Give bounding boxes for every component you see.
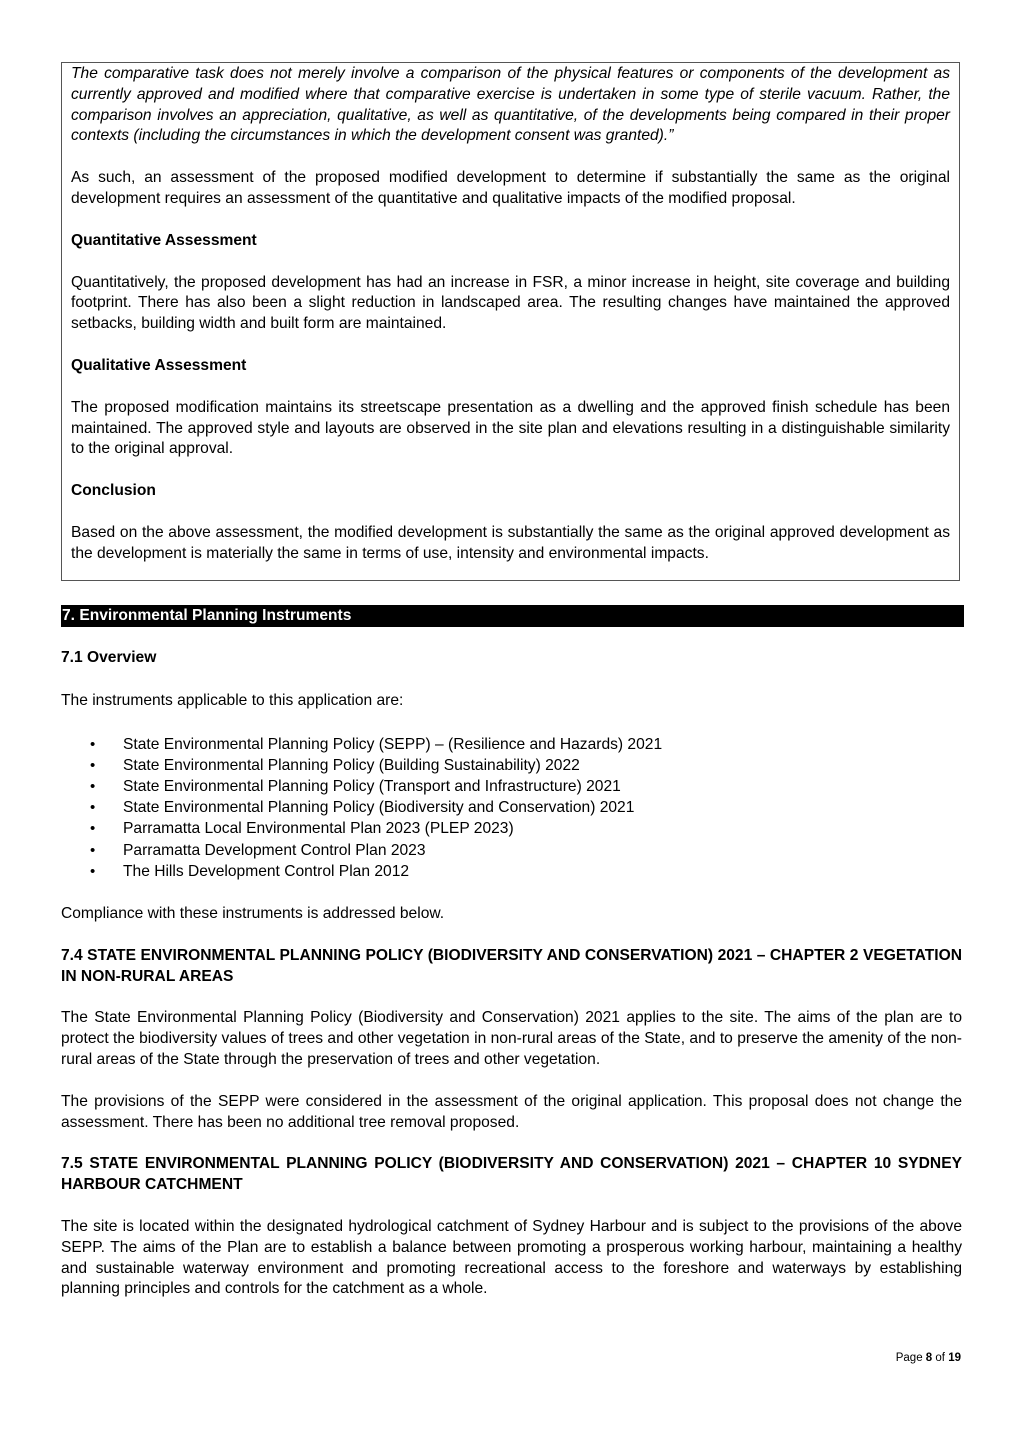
section-7-5-heading: 7.5 STATE ENVIRONMENTAL PLANNING POLICY (BIODIVERSITY AND CONSERVATION) 2021 – CHAPTER 10 SYDNEY HARBOUR CATCHMENT (61, 1155, 962, 1194)
list-item: • Parramatta Local Environmental Plan 2023 (PLEP 2023) (61, 818, 962, 839)
qualitative-heading: Qualitative Assessment (71, 356, 247, 374)
section-title-bar: 7. Environmental Planning Instruments (61, 605, 964, 627)
quantitative-text: Quantitatively, the proposed development has had an increase in FSR, a minor increase in height, site coverage and building footprint. There has also been a slight reduction in landscaped area. The resulting changes have maintained the approved setbacks, building width and built form are maintained. (71, 273, 950, 333)
section-7-4-paragraph-1: The State Environmental Planning Policy (Biodiversity and Conservation) 2021 applies to the site. The aims of the plan are to protect the biodiversity values of trees and other vegetation in non-rural areas of the State, and to preserve the amenity of the non-rural areas of the State through the preservation of trees and other vegetation. (61, 1009, 962, 1068)
quantitative-heading: Quantitative Assessment (71, 231, 257, 249)
instruments-list (61, 734, 962, 882)
list-item: • State Environmental Planning Policy (Biodiversity and Conservation) 2021 (61, 797, 962, 818)
legal-quote: The comparative task does not merely involve a comparison of the physical features or components of the development as currently approved and modified where that comparative exercise is undertaken in some type of sterile vacuum. Rather, the comparison involves an appreciation, qualitative, as well as quantitative, of the developments being compared in their proper contexts (including the circumstances in which the development consent was granted).” (71, 65, 950, 145)
page-label: Page (895, 1352, 923, 1364)
compliance-text: Compliance with these instruments is addressed below. (61, 905, 445, 923)
overview-heading: 7.1 Overview (61, 649, 157, 666)
list-item: • The Hills Development Control Plan 2012 (61, 861, 962, 882)
of-label: of (935, 1352, 945, 1364)
section-7-5-paragraph-1: The site is located within the designated hydrological catchment of Sydney Harbour and is subject to the provisions of the above SEPP. The aims of the Plan are to establish a balance between promoting a prosperous working harbour, maintaining a healthy and sustainable waterway environment and promoting recreational access to the foreshore and waterways by establishing planning principles and controls for the catchment as a whole. (61, 1217, 962, 1298)
conclusion-heading: Conclusion (71, 482, 156, 500)
overview-intro: The instruments applicable to this application are: (61, 691, 404, 709)
list-item: • State Environmental Planning Policy (Building Sustainability) 2022 (61, 755, 962, 776)
conclusion-text: Based on the above assessment, the modified development is substantially the same as the original approved development as the development is materially the same in terms of use, intensity and environmental impacts. (71, 523, 950, 562)
list-item: • Parramatta Development Control Plan 2023 (61, 840, 962, 861)
page-footer (896, 1352, 961, 1364)
section-7-4-heading: 7.4 STATE ENVIRONMENTAL PLANNING POLICY (BIODIVERSITY AND CONSERVATION) 2021 – CHAPTER 2 VEGETATION IN NON-RURAL AREAS (61, 946, 962, 985)
page-total: 19 (948, 1352, 961, 1364)
list-item: • State Environmental Planning Policy (SEPP) – (Resilience and Hazards) 2021 (61, 734, 962, 755)
page-number: 8 (925, 1352, 933, 1364)
section-body (61, 648, 962, 1300)
list-item: • State Environmental Planning Policy (Transport and Infrastructure) 2021 (61, 776, 962, 797)
qualitative-text: The proposed modification maintains its streetscape presentation as a dwelling and the approved finish schedule has been maintained. The approved style and layouts are observed in the site plan and elevations resulting in a distinguishable similarity to the original approval. (71, 398, 950, 458)
assessment-intro: As such, an assessment of the proposed modified development to determine if substantially the same as the original development requires an assessment of the quantitative and qualitative impacts of the modified proposal. (71, 169, 950, 207)
comparison-assessment-box (61, 62, 960, 581)
section-7-4-paragraph-2: The provisions of the SEPP were considered in the assessment of the original application. This proposal does not change the assessment. There has been no additional tree removal proposed. (61, 1092, 962, 1131)
